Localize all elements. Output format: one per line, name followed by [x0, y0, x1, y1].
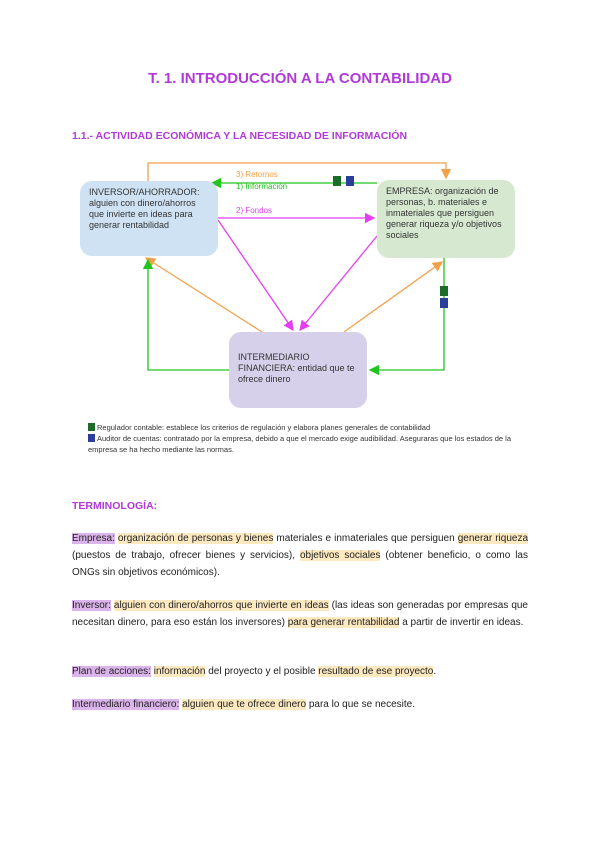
- regulador-mark-side: [440, 286, 448, 296]
- empresa-box: EMPRESA: organización de personas, b. materiales e inmateriales que persiguen generar riqueza y/o objetivos sociales: [377, 180, 515, 258]
- hl: información: [153, 666, 206, 677]
- green-arrow-int-inv: [148, 260, 229, 370]
- inversor-box: INVERSOR/AHORRADOR: alguien con dinero/ahorros que invierte en ideas para generar rentabilidad: [80, 181, 218, 256]
- magenta-arrow-inv-int: [218, 220, 293, 330]
- hl: generar riqueza: [457, 533, 529, 544]
- hl: alguien que te ofrece dinero: [182, 699, 307, 710]
- diagram-legend: [88, 422, 516, 455]
- auditor-swatch: [88, 434, 95, 442]
- txt: a partir de invertir en ideas.: [399, 617, 524, 628]
- term-intermediario-label: Intermediario financiero:: [72, 699, 180, 710]
- orange-arrow-int-inv: [146, 258, 262, 332]
- term-inversor: [72, 597, 528, 631]
- term-inversor-label: Inversor:: [72, 600, 111, 611]
- orange-arrow-int-emp: [344, 262, 442, 332]
- term-empresa-label: Empresa:: [72, 533, 115, 544]
- label-informacion: 1) Información: [236, 182, 288, 191]
- term-plan: [72, 663, 528, 680]
- auditor-mark-side: [440, 298, 448, 308]
- hl: resultado de ese proyecto: [318, 666, 434, 677]
- hl: para generar rentabilidad: [287, 617, 400, 628]
- hl: alguien con dinero/ahorros que invierte en ideas: [113, 600, 329, 611]
- term-plan-label: Plan de acciones:: [72, 666, 151, 677]
- hl: organización de personas y bienes: [117, 533, 274, 544]
- txt: .: [433, 666, 437, 677]
- txt: (las ideas son generadas por empresas que necesitan dinero, para eso están los inversores): [72, 600, 528, 628]
- txt: materiales e inmateriales que persiguen: [273, 533, 458, 544]
- txt: para lo que se necesite.: [306, 699, 416, 710]
- label-fondos: 2) Fondos: [236, 206, 273, 215]
- legend-regulador-text: Regulador contable: establece los criterios de regulación y elabora planes generales de contabilidad: [97, 423, 431, 432]
- txt: del proyecto y el posible: [205, 666, 319, 677]
- regulador-swatch: [88, 423, 95, 431]
- legend-regulador: [88, 422, 516, 433]
- regulador-mark-top: [333, 176, 341, 186]
- legend-auditor-text: Auditor de cuentas: contratado por la empresa, debido a que el mercado exige audibilidad. Aseguraras que los estados de la empresa se ha hecho mediante las normas.: [88, 434, 512, 454]
- terminology-heading: TERMINOLOGÍA:: [72, 500, 158, 512]
- txt: (obtener beneficio, o como las ONGs sin objetivos económicos).: [72, 550, 528, 578]
- term-empresa: [72, 530, 528, 581]
- txt: (puestos de trabajo, ofrecer bienes y servicios),: [72, 550, 300, 561]
- page-title: T. 1. INTRODUCCIÓN A LA CONTABILIDAD: [148, 70, 452, 87]
- term-intermediario: [72, 696, 528, 713]
- section-heading: 1.1.- ACTIVIDAD ECONÓMICA Y LA NECESIDAD DE INFORMACIÓN: [72, 130, 408, 142]
- green-arrow-emp-int: [370, 258, 444, 370]
- legend-auditor: [88, 433, 516, 455]
- orange-arrow-top: [148, 163, 446, 181]
- label-retornos: 3) Retornos: [236, 170, 278, 179]
- hl: objetivos sociales: [299, 550, 381, 561]
- auditor-mark-top: [346, 176, 354, 186]
- intermediario-box: INTERMEDIARIO FINANCIERA: entidad que te ofrece dinero: [229, 332, 367, 408]
